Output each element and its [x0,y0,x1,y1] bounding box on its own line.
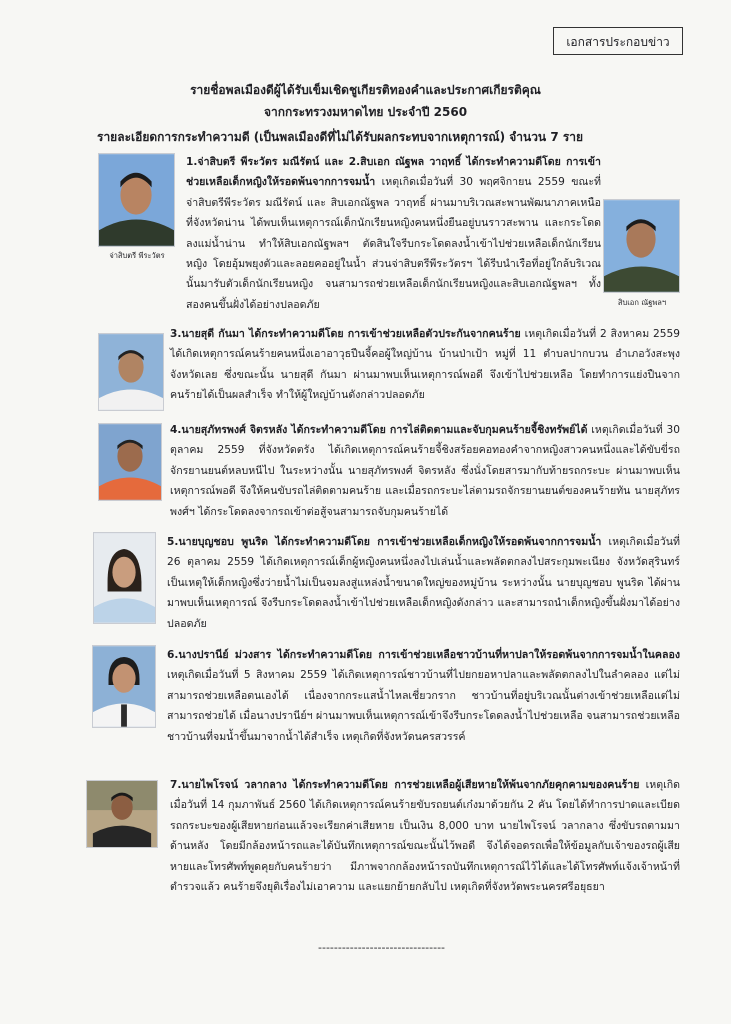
entry-6-heading: 7.นายไพโรจน์ วลากลาง ได้กระทำความดีโดย การช่วยเหลือผู้เสียหายให้พ้นจากภัยคุกคามของคนร้าย [170,779,640,791]
entry-5-body: เหตุเกิดเมื่อวันที่ 5 สิงหาคม 2559 ได้เกิดเหตุการณ์ชาวบ้านที่ไปยกยอหาปลาและพลัดตกลงไปในลำคลอง แต่ไม่สามารถช่วยเหลือตนเองได้ เนื่องจากกระแสน้ำไหลเชี่ยวกราก ชาวบ้านที่อยู่บริเวณนั้นต่างเข้าช่วยเหลือแต่ไม่สามารถช่วยได้ เมื่อนางปรานีย์ฯ ผ่านมาพบเห็นเหตุการณ์เข้าจึงรีบกระโดดลงน้ำไปช่วยเหลือ จนสามารถช่วยเหลือชาวบ้านที่จมน้ำขึ้นมาจากน้ำได้สำเร็จ เหตุเกิดที่จังหวัดนครสวรรค์ [167,669,680,743]
person-photo-6 [92,645,156,728]
portrait-icon [99,334,163,410]
document-tag: เอกสารประกอบข่าว [553,27,683,55]
entry-2-block [170,324,680,406]
footer-divider: -------------------------------- [318,941,446,954]
entry-4-heading: 5.นายบุญชอบ พูนริด ได้กระทำความดีโดย การเข้าช่วยเหลือเด็กหญิงให้รอดพ้นจากการจมน้ำ [167,536,602,548]
portrait-icon [87,781,157,847]
entry-5-block [167,645,680,747]
person-photo-2 [603,199,680,293]
photo-caption-1: จ่าสิบตรี พีระวัตร [109,251,165,260]
entry-2-body: เหตุเกิดเมื่อวันที่ 2 สิงหาคม 2559 ได้เกิดเหตุการณ์คนร้ายคนหนึ่งเอาอาวุธปืนจี้คอผู้ใหญ่บ้าน บ้านป่าเป้า หมู่ที่ 11 ตำบลปากบวน อำเภอวังสะพุง จังหวัดเลย ซึ่งขณะนั้น นายสุดี กันมา ผ่านมาพบเห็นเหตุการณ์พอดี จึงเข้าไปช่วยเหลือ โดยทำการแย่งปืนจากคนร้ายได้เป็นผลสำเร็จ ทำให้ผู้ใหญ่บ้านดังกล่าวปลอดภัย [170,328,680,402]
entry-4-body: เหตุเกิดเมื่อวันที่ 26 ตุลาคม 2559 ได้เกิดเหตุการณ์เด็กผู้หญิงคนหนึ่งลงไปเล่นน้ำและพลัดตกลงไปสระกุมพะเนียง จังหวัดสุรินทร์ เป็นเหตุให้เด็กหญิงซึ่งว่ายน้ำไม่เป็นจมลงสู่แหล่งน้ำขนาดใหญ่ของหมู่บ้าน ระหว่างนั้น นายบุญชอบ พูนริด ได้ผ่านมาพบเห็นเหตุการณ์ จึงรีบกระโดดลงน้ำเข้าไปช่วยเหลือเด็กหญิงดังกล่าว และสามารถนำเด็กหญิงขึ้นฝั่งมาได้อย่างปลอดภัย [167,536,680,630]
portrait-icon [604,200,679,292]
entry-1-heading: 1.จ่าสิบตรี พีระวัตร มณีรัตน์ และ 2.สิบเอก ณัฐพล วาฤทธิ์ ได้กระทำความดีโดย การเข้าช่วยเหลือเด็กหญิงให้รอดพ้นจากการจมน้ำ [186,156,601,189]
entry-1-block [186,152,601,315]
person-photo-7 [86,780,158,848]
document-title-line2: จากกระทรวงมหาดไทย ประจำปี 2560 [263,105,468,119]
entry-3-heading: 4.นายสุภัทรพงศ์ จิตรหลัง ได้กระทำความดีโดย การไล่ติดตามและจับกุมคนร้ายจี้ชิงทรัพย์ได้ [170,424,588,436]
entry-6-body: เหตุเกิดเมื่อวันที่ 14 กุมภาพันธ์ 2560 ได้เกิดเหตุการณ์คนร้ายขับรถยนต์เก๋งมาด้วยกัน 2 คัน โดยได้ทำการปาดและเบียดรถกระบะของผู้เสียหายก่อนแล้วจะเรียกค่าเสียหาย เป็นเงิน 8,000 บาท นายไพโรจน์ วลากลาง ซึ่งขับรถตามมาด้านหลัง โดยมีกล้องหน้ารถและได้บันทึกเหตุการณ์ขณะนั้นไว้พอดี จึงได้จอดรถเพื่อให้ข้อมูลกับเจ้าของรถผู้เสียหายและโทรศัพท์พูดคุยกับคนร้ายว่า มีภาพจากกล้องหน้ารถบันทึกเหตุการณ์ไว้ได้และได้โทรศัพท์แจ้งเจ้าหน้าที่ตำรวจแล้ว คนร้ายจึงยุติเรื่องไม่เอาความ และแยกย้ายกลับไป เหตุเกิดที่จังหวัดพระนครศรีอยุธยา [170,779,680,894]
portrait-icon [94,533,155,623]
entry-6-block [170,775,680,897]
entry-1-body: เหตุเกิดเมื่อวันที่ 30 พฤศจิกายน 2559 ขณะที่ จ่าสิบตรีพีระวัตร มณีรัตน์ และ สิบเอกณัฐพล วาฤทธิ์ ผ่านมาบริเวณสะพานพัฒนาภาคเหนือ ที่จังหวัดน่าน ได้พบเห็นเหตุการณ์เด็กนักเรียนหญิงคนหนึ่งยืนอยู่บนราวสะพาน และกระโดดลงแม่น้ำน่าน ทำให้สิบเอกณัฐพลฯ ตัดสินใจรีบกระโดดลงน้ำเข้าไปช่วยเหลือเด็กนักเรียนหญิง โดยอุ้มพยุงตัวและลอยคออยู่ในน้ำ ส่วนจ่าสิบตรีพีระวัตรฯ ได้รีบนำเรือที่อยู่ใกล้บริเวณนั้นมารับตัวเด็กนักเรียนหญิง จนสามารถช่วยเหลือเด็กนักเรียนหญิงและสิบเอกณัฐพลฯ ทั้งสองคนขึ้นฝั่งได้อย่างปลอดภัย [186,176,601,311]
person-photo-3 [98,333,164,411]
portrait-icon [99,154,174,246]
entry-2-heading: 3.นายสุดี กันมา ได้กระทำความดีโดย การเข้าช่วยเหลือตัวประกันจากคนร้าย [170,328,521,340]
portrait-icon [93,646,155,727]
entry-3-block [170,420,680,522]
document-title-line1: รายชื่อพลเมืองดีผู้ได้รับเข็มเชิดชูเกียรติทองคำและประกาศเกียรติคุณ [190,83,541,97]
person-photo-1 [98,153,175,247]
photo-caption-2: สิบเอก ณัฐพลฯ [617,298,667,307]
person-photo-5 [93,532,156,624]
portrait-icon [99,424,161,500]
person-photo-4 [98,423,162,501]
document-summary: รายละเอียดการกระทำความดี (เป็นพลเมืองดีที่ไม่ได้รับผลกระทบจากเหตุการณ์) จำนวน 7 ราย [97,130,584,144]
entry-4-block [167,532,680,634]
entry-5-heading: 6.นางปรานีย์ ม่วงสาร ได้กระทำความดีโดย การเข้าช่วยเหลือชาวบ้านที่หาปลาให้รอดพ้นจากการจมน้ำในคลอง [167,649,680,661]
entry-3-body: เหตุเกิดเมื่อวันที่ 30 ตุลาคม 2559 ที่จังหวัดตรัง ได้เกิดเหตุการณ์คนร้ายจี้ชิงสร้อยคอทองคำจากหญิงสาวคนหนึ่งและได้ขับขี่รถจักรยานยนต์หลบหนีไป ในระหว่างนั้น นายสุภัทรพงศ์ จิตรหลัง ซึ่งนั่งโดยสารมากับท้ายรถกระบะ ผ่านมาพบเห็นเหตุการณ์พอดี จึงให้คนขับรถไล่ติดตามคนร้าย และเมื่อรถกระบะไล่ตามรถจักรยานยนต์ของคนร้ายทัน นายสุภัทรพงศ์ฯ ได้กระโดดลงจากรถเข้าต่อสู้จนสามารถจับกุมคนร้ายได้ [170,424,680,518]
